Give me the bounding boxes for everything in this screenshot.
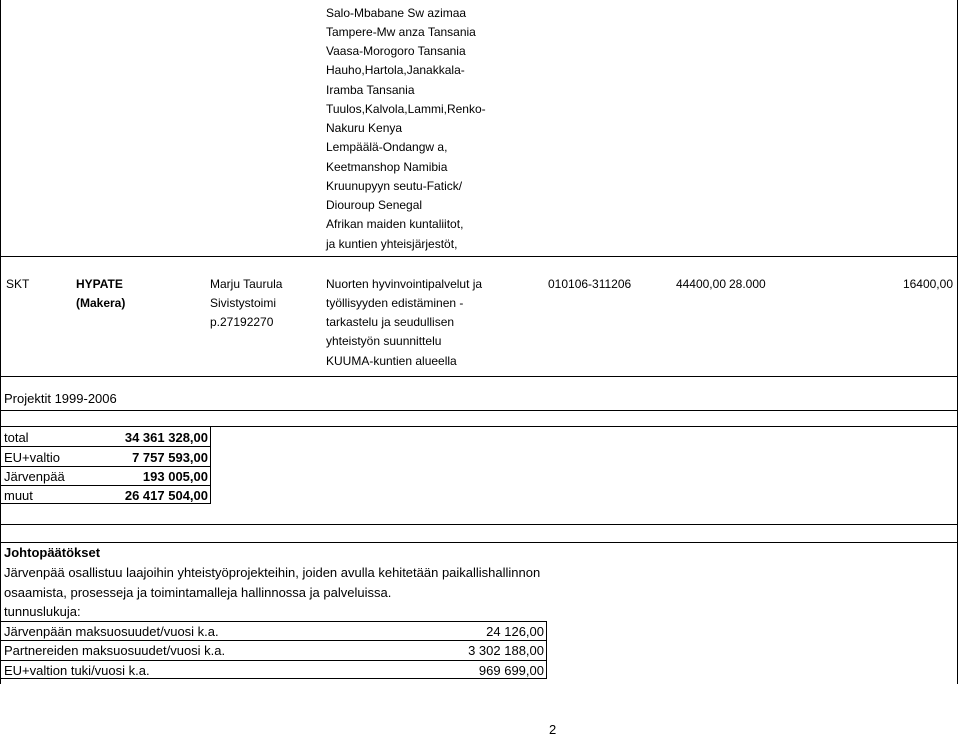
- page-number: 2: [549, 722, 557, 737]
- project-funding: 28.000: [729, 277, 766, 291]
- project-contact-phone: p.27192270: [210, 315, 274, 329]
- conclusions-top-rule: [0, 524, 958, 525]
- total-value: 34 361 328,00: [124, 430, 208, 445]
- projects-title: Projektit 1999-2006: [4, 391, 117, 406]
- key-figures-rule: [0, 621, 546, 622]
- total-label: muut: [4, 488, 33, 503]
- project-contact-dept: Sivistystoimi: [210, 296, 277, 310]
- top-line: Lempäälä-Ondangw a,: [326, 140, 448, 154]
- totals-divider: [210, 426, 211, 504]
- top-line: Hauho,Hartola,Janakkala-: [326, 63, 465, 77]
- totals-rule: [0, 466, 210, 467]
- project-period: 010106-311206: [548, 277, 632, 291]
- conclusions-text: osaamista, prosesseja ja toimintamalleja hallinnossa ja palveluissa.: [4, 585, 392, 600]
- top-line: ja kuntien yhteisjärjestöt,: [326, 237, 458, 251]
- conclusions-text: Järvenpää osallistuu laajoihin yhteistyöprojekteihin, joiden avulla kehitetään paikallishallinnon: [4, 565, 541, 580]
- totals-top-rule: [0, 410, 958, 411]
- top-line: Diouroup Senegal: [326, 198, 423, 212]
- top-line: Salo-Mbabane Sw azimaa: [326, 6, 467, 20]
- key-figure-label: Partnereiden maksuosuudet/vuosi k.a.: [4, 643, 226, 658]
- project-country: SKT: [6, 277, 30, 291]
- project-partner: (Makera): [76, 296, 126, 310]
- key-figures-rule: [0, 640, 546, 641]
- total-value: 193 005,00: [142, 469, 208, 484]
- project-row-bottom-rule: [0, 376, 958, 377]
- total-label: EU+valtio: [4, 450, 60, 465]
- key-figure-label: Järvenpään maksuosuudet/vuosi k.a.: [4, 624, 219, 639]
- totals-rule: [0, 446, 210, 447]
- top-table-left-border: [0, 0, 1, 256]
- project-own-share: 16400,00: [902, 277, 953, 291]
- total-label: total: [4, 430, 29, 445]
- top-line: Tampere-Mw anza Tansania: [326, 25, 476, 39]
- conclusions-heading: Johtopäätökset: [4, 545, 101, 560]
- top-line: Keetmanshop Namibia: [326, 160, 448, 174]
- project-budget: 44400,00: [675, 277, 726, 291]
- totals-left-border: [0, 376, 1, 684]
- key-figure-value: 3 302 188,00: [468, 643, 544, 658]
- top-table-right-border: [957, 0, 958, 256]
- project-description-line: KUUMA-kuntien alueella: [326, 354, 457, 368]
- top-line: Tuulos,Kalvola,Lammi,Renko-: [326, 102, 486, 116]
- key-figure-label: EU+valtion tuki/vuosi k.a.: [4, 663, 150, 678]
- key-figures-right-border: [546, 621, 547, 679]
- top-line: Afrikan maiden kuntaliitot,: [326, 217, 464, 231]
- project-row-left-border: [0, 256, 1, 376]
- key-figure-value: 24 126,00: [486, 624, 544, 639]
- project-contact-name: Marju Taurula: [210, 277, 283, 291]
- key-figures-rule: [0, 678, 546, 679]
- top-line: Nakuru Kenya: [326, 121, 403, 135]
- project-name: HYPATE: [76, 277, 123, 291]
- project-description-line: työllisyyden edistäminen -: [326, 296, 464, 310]
- project-description-line: tarkastelu ja seudullisen: [326, 315, 455, 329]
- project-description-line: Nuorten hyvinvointipalvelut ja: [326, 277, 483, 291]
- key-figures-rule: [0, 660, 546, 661]
- totals-rule: [0, 485, 210, 486]
- total-value: 7 757 593,00: [132, 450, 208, 465]
- total-value: 26 417 504,00: [124, 488, 208, 503]
- top-table-bottom-rule: [0, 256, 958, 257]
- project-description-line: yhteistyön suunnittelu: [326, 334, 442, 348]
- top-line: Iramba Tansania: [326, 83, 415, 97]
- key-figure-value: 969 699,00: [478, 663, 544, 678]
- top-line: Kruunupyyn seutu-Fatick/: [326, 179, 463, 193]
- total-label: Järvenpää: [4, 469, 65, 484]
- key-figures-label: tunnuslukuja:: [4, 604, 81, 619]
- conclusions-rule: [0, 542, 958, 543]
- totals-rule: [0, 503, 210, 504]
- totals-rule: [0, 426, 958, 427]
- totals-right-border: [957, 376, 958, 684]
- top-line: Vaasa-Morogoro Tansania: [326, 44, 466, 58]
- project-row-right-border: [957, 256, 958, 376]
